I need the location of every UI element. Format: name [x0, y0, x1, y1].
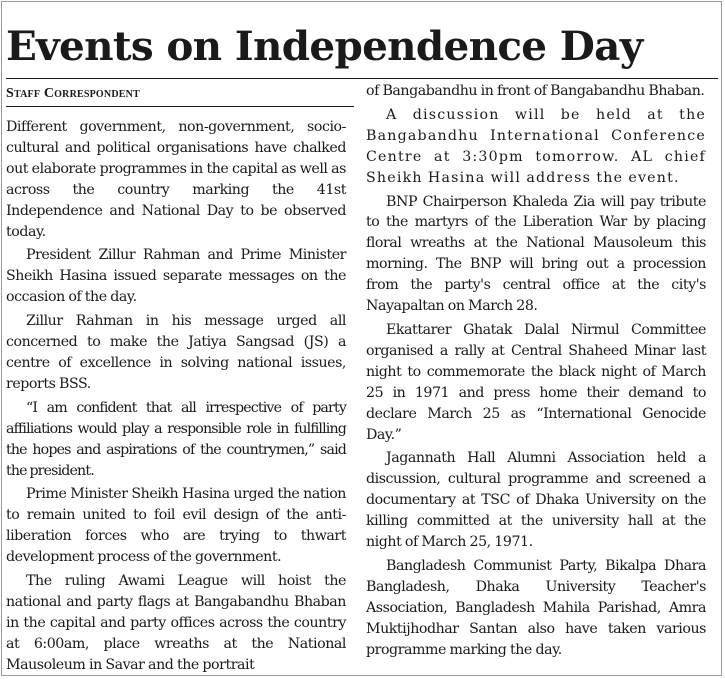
paragraph: The ruling Awami League will hoist the national and party flags at Bangabandhu Bhaban in the capital and party offices across the country at 6:00am, place wreaths at the National Mausoleum in Savar and the portrait: [6, 573, 346, 673]
paragraph: A discussion will be held at the Bangabandhu International Conference Centre at 3:30pm tomorrow. AL chief Sheikh Hasina will address the event.: [366, 106, 706, 186]
paragraph: Ekattarer Ghatak Dalal Nirmul Committee organised a rally at Central Shaheed Minar last night to commemorate the black night of March 25 in 1971 and press home their demand to declare March 25 as “International Genocide Day.”: [366, 321, 706, 443]
byline-rule: [6, 106, 354, 107]
paragraph: Bangladesh Communist Party, Bikalpa Dhara Bangladesh, Dhaka University Teacher's Association, Bangladesh Mahila Parishad, Amra Muktijhodhar Santan also have taken various programme marking the day.: [366, 557, 706, 658]
paragraph: BNP Chairperson Khaleda Zia will pay tribute to the martyrs of the Liberation War by placing floral wreaths at the National Mausoleum this morning. The BNP will bring out a procession from the party's central office at the city's Nayapaltan on March 28.: [366, 193, 706, 315]
paragraph: Jagannath Hall Alumni Association held a discussion, cultural programme and screened a documentary at TSC of Dhaka University on the killing committed at the university hall at the night of March 25, 1971.: [366, 450, 706, 551]
paragraph: Zillur Rahman in his message urged all concerned to make the Jatiya Sangsad (JS) a centre of excellence in solving national issues, reports BSS.: [6, 313, 346, 392]
byline: Staff Correspondent: [6, 86, 140, 101]
paragraph: Different government, non-government, socio-cultural and political organisations have chalked out elaborate programmes in the capital as well as across the country marking the 41st Independence and National Day to be observed today.: [6, 119, 346, 240]
paragraph: of Bangabandhu in front of Bangabandhu Bhaban.: [366, 83, 705, 99]
headline-rule: [6, 78, 718, 79]
paragraph: Prime Minister Sheikh Hasina urged the nation to remain united to foil evil design of the anti-liberation forces who are trying to thwart development process of the government.: [6, 486, 346, 566]
left-column: [6, 117, 346, 679]
headline: Events on Independence Day: [6, 22, 643, 70]
right-column: [366, 81, 706, 663]
paragraph: President Zillur Rahman and Prime Minister Sheikh Hasina issued separate messages on the occasion of the day.: [6, 247, 346, 306]
paragraph: “I am confident that all irrespective of party affiliations would play a responsible role in fulfilling the hopes and aspirations of the countrymen,” said the president.: [6, 399, 346, 479]
